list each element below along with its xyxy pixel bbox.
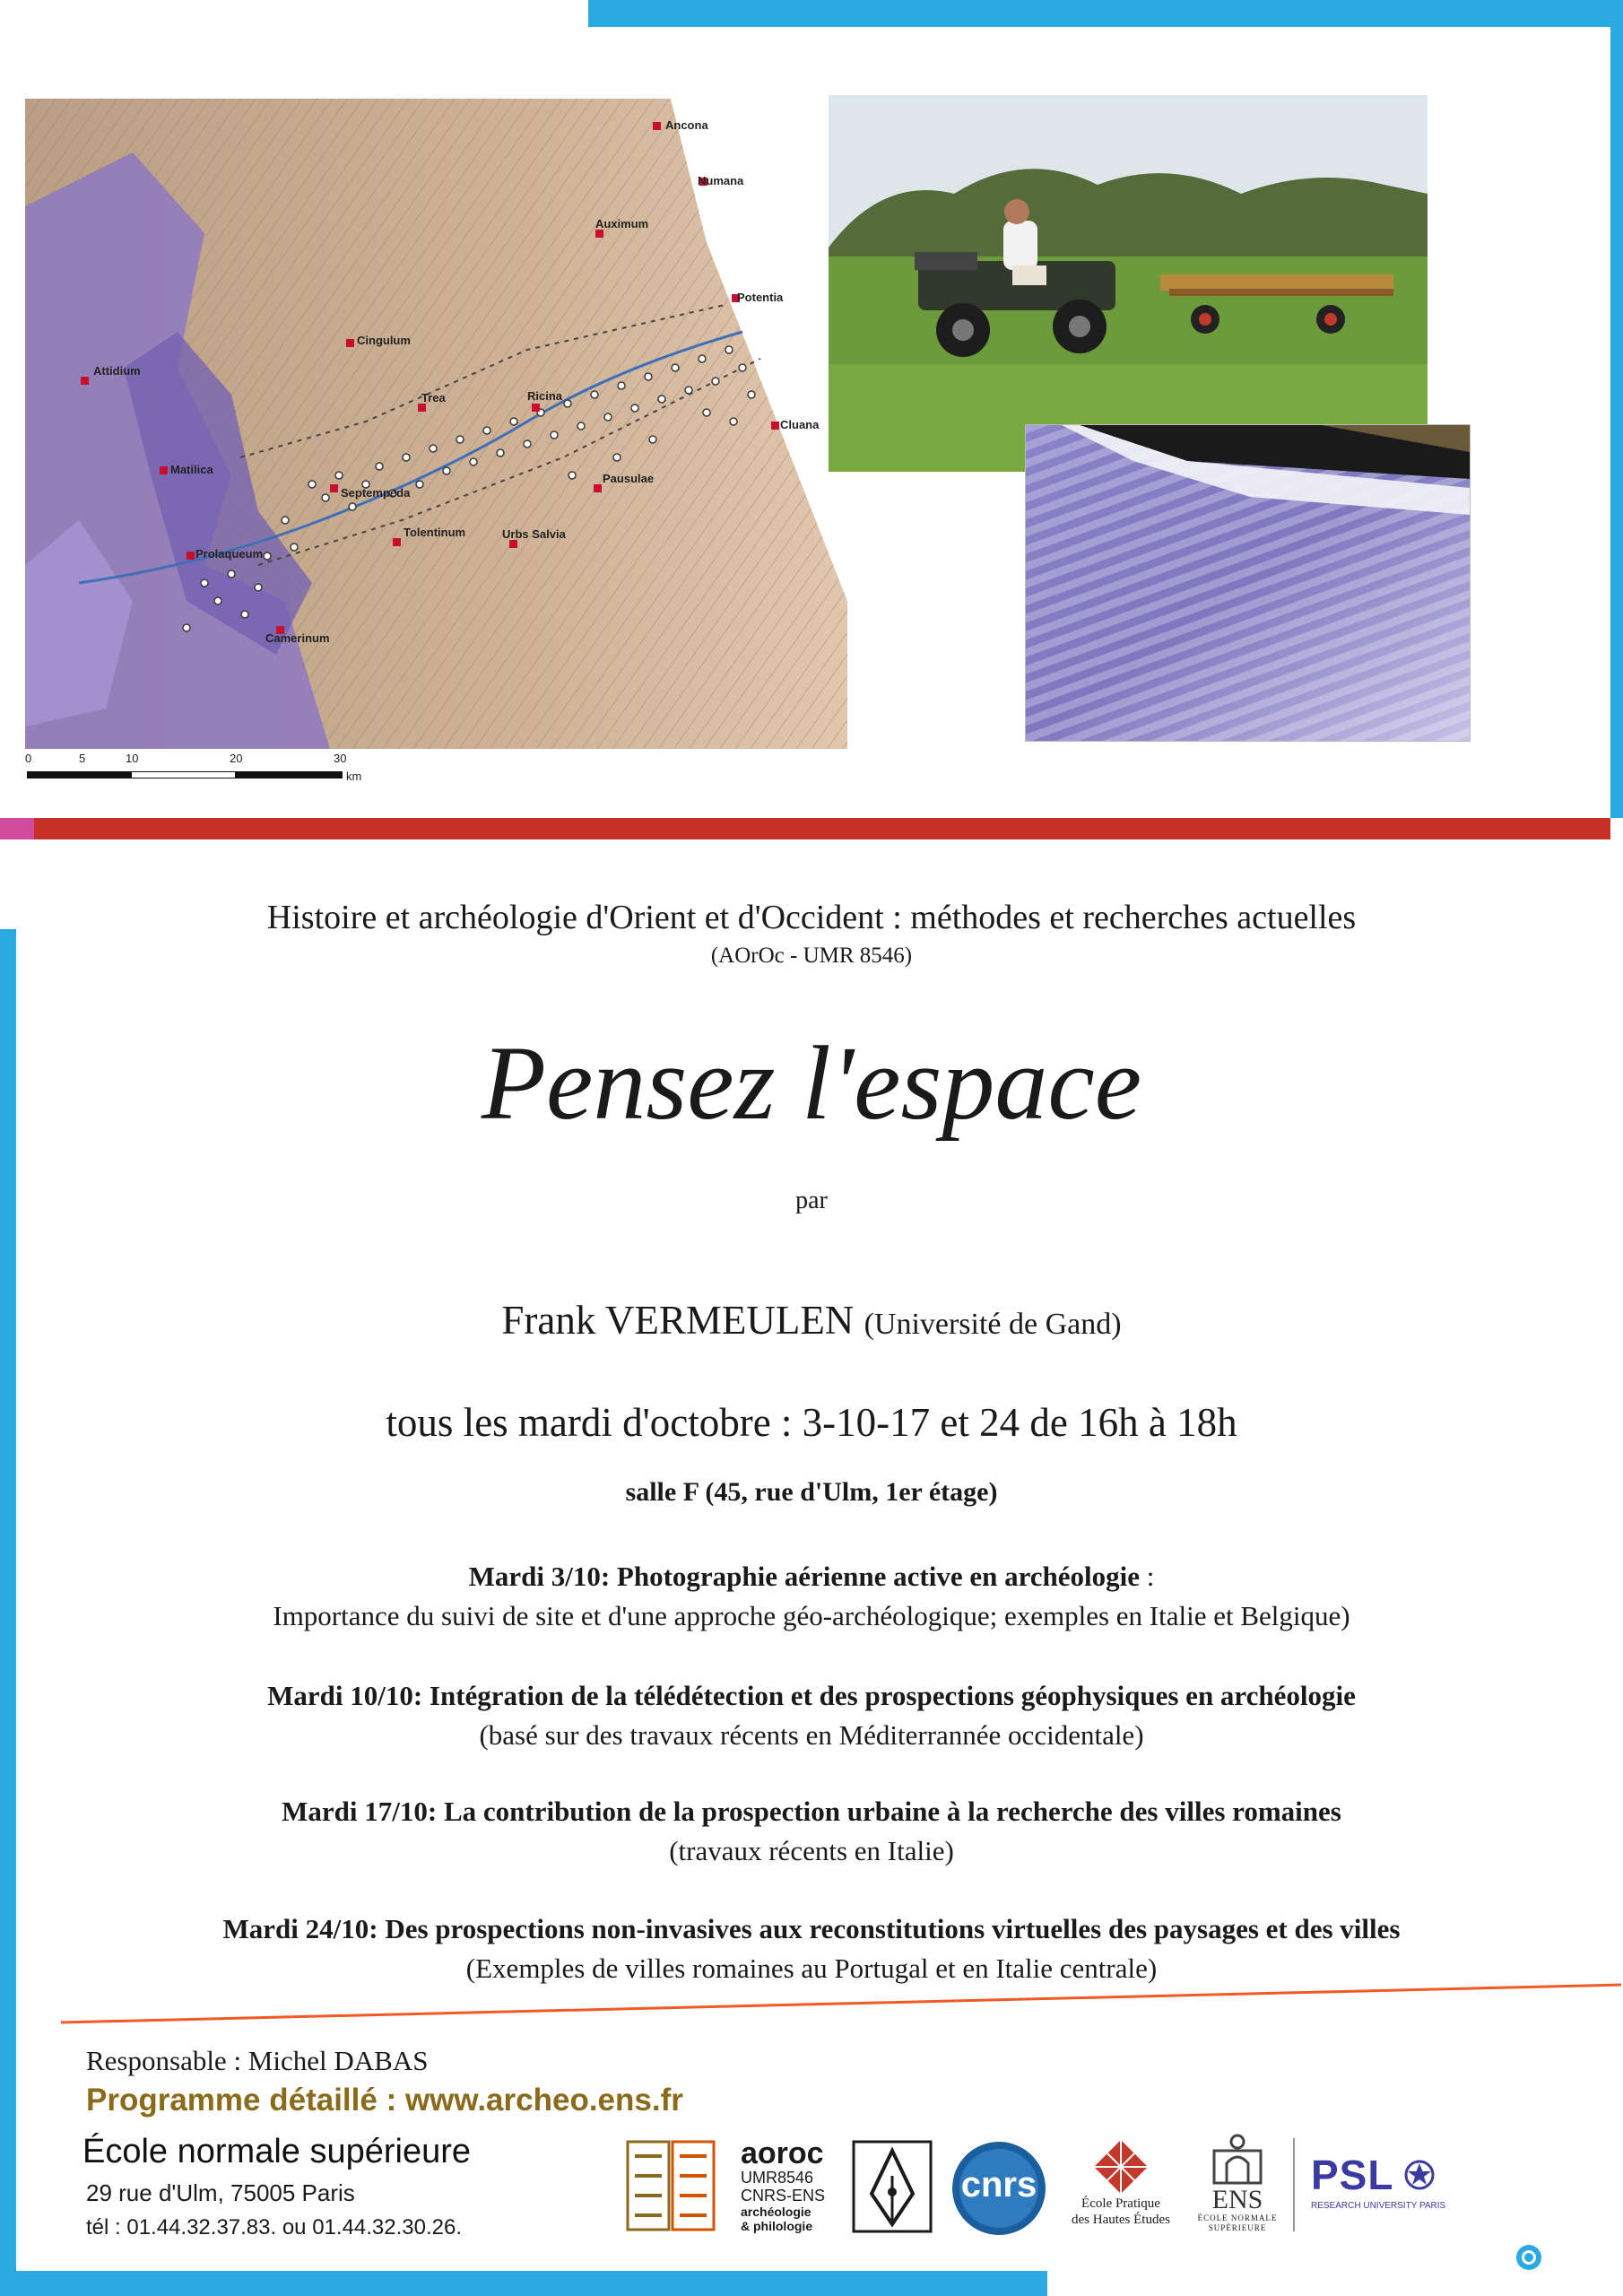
cnrs-wordmark: cnrs	[960, 2165, 1037, 2205]
map-city-label: Numana	[698, 174, 744, 187]
pen-nib-logo	[852, 2140, 933, 2233]
archaeological-map	[25, 99, 847, 749]
aoroc-wordmark: aoroc	[741, 2136, 824, 2170]
scale-bar-black	[27, 771, 131, 778]
map-city-label: Ricina	[527, 389, 563, 403]
map-city-label: Urbs Salvia	[502, 527, 566, 541]
aoroc-umr: UMR8546	[741, 2169, 814, 2187]
session-3-title: Mardi 17/10: La contribution de la prospection urbaine à la recherche des villes romaines	[282, 1796, 1341, 1827]
round-badge-icon	[1515, 2244, 1542, 2271]
session-2-detail: (basé sur des travaux récents en Méditerrannée occidentale)	[479, 1719, 1144, 1751]
map-city-label: Septempeda	[341, 486, 411, 500]
session-title-suffix: :	[1140, 1561, 1155, 1592]
top-blue-bar	[588, 0, 1623, 27]
corner-badge-icon	[1515, 2244, 1542, 2271]
pen-nib-icon	[852, 2140, 933, 2233]
aoroc-logo	[741, 2138, 841, 2237]
map-city-label: Ancona	[665, 118, 708, 132]
map-city-label: Prolaqueum	[195, 547, 264, 561]
school-phone: tél : 01.44.32.37.83. ou 01.44.32.30.26.	[86, 2215, 463, 2239]
psl-tagline: RESEARCH UNIVERSITY PARIS	[1311, 2201, 1446, 2211]
aoroc-cnrs-ens: CNRS-ENS	[741, 2187, 826, 2205]
ens-line1: ÉCOLE NORMALE	[1197, 2213, 1278, 2222]
scale-tick: 5	[79, 752, 86, 765]
map-city-label: Cluana	[780, 418, 820, 431]
field-survey-photo	[829, 95, 1428, 472]
session-4-title: Mardi 24/10: Des prospections non-invasives aux reconstitutions virtuelles des paysages et des villes	[222, 1913, 1401, 1944]
map-city-label: Trea	[421, 391, 446, 404]
session-2-title: Mardi 10/10: Intégration de la télédétection et des prospections géophysiques en archéologie	[267, 1680, 1356, 1711]
scale-unit: km	[346, 770, 362, 783]
scale-tick: 20	[230, 752, 243, 765]
session-4-detail: (Exemples de villes romaines au Portugal et en Italie centrale)	[465, 1952, 1158, 1984]
quad-survey-illustration	[829, 95, 1428, 472]
schedule-line: tous les mardi d'octobre : 3-10-17 et 24 de 16h à 18h	[386, 1400, 1237, 1445]
scale-bar-black	[235, 771, 343, 778]
map-city-label: Tolentinum	[404, 526, 466, 539]
scale-tick: 30	[334, 752, 347, 765]
right-blue-bar	[1610, 0, 1623, 818]
ephe-line1: École Pratique	[1081, 2196, 1160, 2211]
cnrs-logo	[950, 2140, 1047, 2237]
speaker-name: Frank VERMEULEN	[501, 1298, 855, 1343]
aoroc-philologie: & philologie	[741, 2219, 813, 2233]
red-divider-bar	[34, 818, 1610, 839]
map-city-label: Pausulae	[603, 472, 655, 485]
ens-line2: SUPÉRIEURE	[1208, 2223, 1267, 2232]
responsible-line: Responsable : Michel DABAS	[86, 2045, 429, 2076]
speaker-line	[0, 1297, 1623, 1344]
transfers-logo	[626, 2140, 717, 2231]
session-title: Mardi 3/10: Photographie aérienne active en archéologie	[468, 1561, 1141, 1592]
map-city-label: Auximum	[595, 217, 649, 230]
by-label: par	[795, 1187, 828, 1214]
map-relief-illustration	[25, 99, 847, 749]
ens-building-icon	[1209, 2133, 1266, 2187]
aerial-survey-photo	[1025, 424, 1471, 742]
session-detail: Importance du suivi de site et d'une approche géo-archéologique; exemples en Italie et Belgique)	[273, 1600, 1350, 1631]
pink-divider-mark	[0, 818, 34, 839]
school-address: 29 rue d'Ulm, 75005 Paris	[86, 2179, 355, 2206]
map-city-label: Cingulum	[357, 334, 411, 347]
ens-wordmark: ENS	[1211, 2185, 1263, 2214]
speaker-affiliation: (Université de Gand)	[864, 1308, 1122, 1341]
scale-bar-white	[131, 771, 237, 778]
program-link[interactable]: Programme détaillé : www.archeo.ens.fr	[86, 2083, 683, 2118]
session-1	[0, 1561, 1623, 1593]
lecture-title: Pensez l'espace	[481, 1024, 1142, 1142]
bottom-blue-bar	[0, 2271, 1047, 2296]
aoroc-archeologie: archéologie	[741, 2205, 812, 2219]
map-city-label: Camerinum	[265, 631, 330, 645]
aerial-image-illustration	[1026, 425, 1470, 741]
psl-star-icon	[1404, 2160, 1435, 2190]
scale-tick: 0	[25, 752, 32, 765]
transfers-mark-icon	[626, 2140, 717, 2231]
scale-tick: 10	[126, 752, 139, 765]
research-team-label: (AOrOc - UMR 8546)	[710, 944, 913, 968]
program-subject: Histoire et archéologie d'Orient et d'Occident : méthodes et recherches actuelles	[266, 899, 1357, 936]
map-city-label: Potentia	[737, 291, 784, 304]
psl-logo	[1311, 2151, 1445, 2222]
ephe-diamond-icon	[1092, 2138, 1150, 2196]
psl-wordmark: PSL	[1311, 2152, 1394, 2198]
map-scale-bar	[25, 752, 384, 789]
ephe-line2: des Hautes Études	[1072, 2213, 1170, 2227]
school-name: École normale supérieure	[82, 2133, 472, 2170]
session-3-detail: (travaux récents en Italie)	[669, 1835, 954, 1866]
logo-separator	[1293, 2138, 1295, 2231]
room-line: salle F (45, rue d'Ulm, 1er étage)	[625, 1477, 998, 1507]
ephe-logo	[1058, 2138, 1184, 2239]
ens-logo	[1193, 2133, 1282, 2239]
map-city-label: Matilica	[170, 463, 213, 476]
map-city-label: Attidium	[93, 364, 141, 378]
